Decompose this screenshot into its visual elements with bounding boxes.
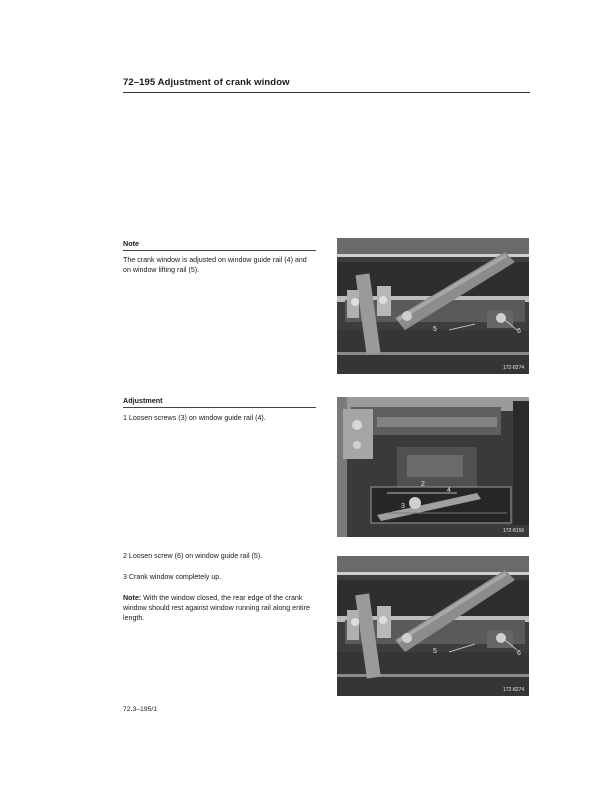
page-title: 72–195 Adjustment of crank window [123, 77, 290, 88]
figure-1-photo [337, 238, 529, 374]
callout-6: 6 [517, 328, 521, 335]
note-paragraph [123, 593, 313, 623]
note-label: Note: [123, 594, 142, 602]
step-2: 2 Loosen screw (6) on window guide rail (5). [123, 552, 263, 560]
step-1: 1 Loosen screws (3) on window guide rail (4). [123, 414, 266, 422]
figure-tag: 172-8274 [503, 687, 525, 693]
callout-5: 5 [433, 326, 437, 333]
note-text: The crank window is adjusted on window guide rail (4) and on window lifting rail (5). [123, 256, 307, 274]
callout-3: 3 [401, 503, 405, 510]
callout-5: 5 [433, 648, 437, 655]
figure-3-photo [337, 556, 529, 696]
page-number: 72.3–195/1 [123, 706, 158, 713]
figure-1-illustration [337, 238, 529, 374]
figure-tag: 172-8274 [503, 365, 525, 371]
adjustment-heading: Adjustment [123, 396, 163, 405]
figure-2-photo [337, 397, 529, 537]
note-heading: Note [123, 239, 139, 248]
adjustment-rule [123, 407, 316, 408]
callout-4: 4 [447, 487, 451, 494]
figure-tag: 172-8156 [503, 528, 525, 534]
figure-3-illustration [337, 556, 529, 696]
title-rule [123, 92, 530, 93]
callout-6: 6 [517, 650, 521, 657]
step-3: 3 Crank window completely up. [123, 573, 222, 581]
note-body: With the window closed, the rear edge of the crank window should rest against window running rail along entire length. [123, 594, 310, 622]
callout-2: 2 [421, 481, 425, 488]
note-rule [123, 250, 316, 251]
figure-2-illustration [337, 397, 529, 537]
